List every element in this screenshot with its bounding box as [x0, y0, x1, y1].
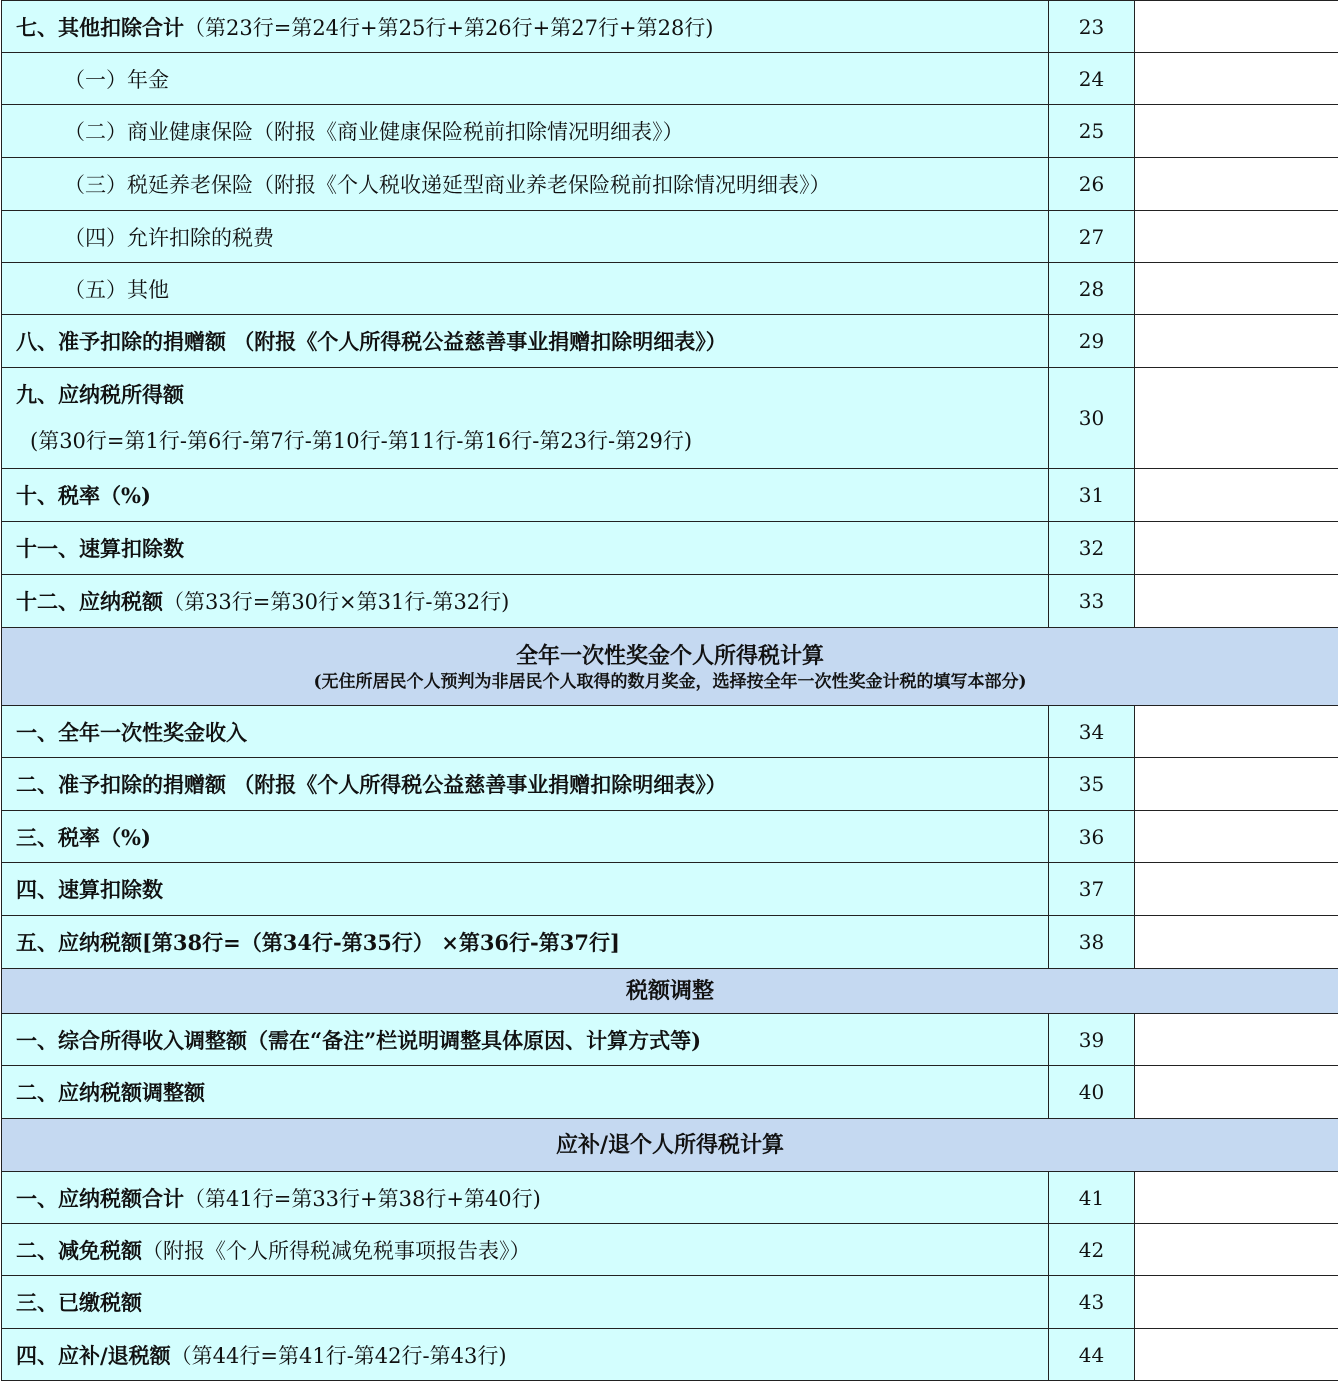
amount-cell	[1135, 211, 1338, 263]
row-number: 27	[1049, 211, 1135, 263]
row-number: 42	[1049, 1224, 1135, 1276]
table-row	[2, 315, 1338, 368]
table-row	[2, 811, 1338, 863]
table-row	[2, 211, 1338, 263]
row-number: 25	[1049, 105, 1135, 158]
row-label	[2, 522, 1049, 575]
row-label	[2, 758, 1049, 811]
amount-input-39[interactable]	[1135, 1028, 1338, 1052]
row-label	[2, 863, 1049, 916]
table-row	[2, 1066, 1338, 1119]
section-header-refund	[2, 1119, 1338, 1172]
row-number: 35	[1049, 758, 1135, 811]
amount-cell	[1135, 1172, 1338, 1224]
amount-cell	[1135, 158, 1338, 211]
amount-input-43[interactable]	[1135, 1290, 1338, 1314]
table-row	[2, 916, 1338, 969]
row-label	[2, 1066, 1049, 1119]
amount-cell	[1135, 263, 1338, 315]
amount-cell	[1135, 315, 1338, 368]
row-number: 36	[1049, 811, 1135, 863]
section-title: 全年一次性奖金个人所得税计算	[2, 641, 1338, 671]
amount-input-24[interactable]	[1135, 67, 1338, 91]
amount-cell	[1135, 811, 1338, 863]
row-number: 37	[1049, 863, 1135, 916]
section-header-cell	[2, 1119, 1338, 1172]
row-label-main: 九、应纳税所得额	[16, 372, 1048, 418]
row-label: （二）商业健康保险（附报《商业健康保险税前扣除情况明细表》）	[2, 105, 1049, 158]
row-label-main: 十、税率（%)	[16, 483, 151, 508]
section-header-adjust	[2, 969, 1338, 1014]
row-label-main: 二、准予扣除的捐赠额 （附报《个人所得税公益慈善事业捐赠扣除明细表》）	[16, 772, 727, 797]
row-number: 40	[1049, 1066, 1135, 1119]
amount-cell	[1135, 758, 1338, 811]
row-number: 39	[1049, 1014, 1135, 1066]
table-row	[2, 1014, 1338, 1066]
row-number: 38	[1049, 916, 1135, 969]
row-label-main: 三、已缴税额	[16, 1290, 142, 1315]
row-label-main: 十二、应纳税额	[16, 589, 163, 614]
row-number: 34	[1049, 706, 1135, 758]
amount-input-41[interactable]	[1135, 1186, 1338, 1210]
row-label	[2, 1014, 1049, 1066]
amount-input-32[interactable]	[1135, 536, 1338, 560]
row-label	[2, 575, 1049, 628]
amount-cell	[1135, 53, 1338, 105]
amount-cell	[1135, 916, 1338, 969]
amount-cell	[1135, 368, 1338, 469]
amount-input-31[interactable]	[1135, 483, 1338, 507]
row-number: 28	[1049, 263, 1135, 315]
row-label-formula: （第33行=第30行×第31行-第32行)	[163, 590, 509, 614]
row-label-formula: (第30行=第1行-第6行-第7行-第10行-第11行-第16行-第23行-第29行)	[16, 418, 1048, 464]
row-label-main: 二、减免税额	[16, 1238, 142, 1263]
row-number: 31	[1049, 469, 1135, 522]
row-label	[2, 1276, 1049, 1329]
table-row	[2, 758, 1338, 811]
amount-input-25[interactable]	[1135, 119, 1338, 143]
amount-cell	[1135, 1014, 1338, 1066]
row-label-main: 四、速算扣除数	[16, 877, 163, 902]
section-header-bonus	[2, 628, 1338, 706]
amount-input-23[interactable]	[1135, 15, 1338, 39]
row-number: 29	[1049, 315, 1135, 368]
row-label-main: 二、应纳税额调整额	[16, 1080, 205, 1105]
row-label	[2, 368, 1049, 469]
table-row	[2, 706, 1338, 758]
row-label-formula: （第41行=第33行+第38行+第40行)	[184, 1187, 541, 1211]
amount-cell	[1135, 706, 1338, 758]
row-label-main: 十一、速算扣除数	[16, 536, 184, 561]
row-label-main: 五、应纳税额[第38行=（第34行-第35行） ×第36行-第37行]	[16, 930, 620, 955]
row-number: 26	[1049, 158, 1135, 211]
row-label	[2, 1172, 1049, 1224]
row-label	[2, 1, 1049, 53]
amount-input-36[interactable]	[1135, 825, 1338, 849]
row-label-main: 三、税率（%)	[16, 825, 151, 850]
table-row	[2, 575, 1338, 628]
table-row	[2, 1276, 1338, 1329]
amount-input-40[interactable]	[1135, 1080, 1338, 1104]
amount-cell	[1135, 1276, 1338, 1329]
table-row	[2, 1329, 1338, 1381]
amount-input-35[interactable]	[1135, 772, 1338, 796]
row-label	[2, 1224, 1049, 1276]
tax-form-table	[1, 0, 1338, 1381]
row-label-main: 七、其他扣除合计	[16, 15, 184, 40]
amount-cell	[1135, 1, 1338, 53]
section-header-cell	[2, 969, 1338, 1014]
row-label	[2, 706, 1049, 758]
row-label: （五）其他	[2, 263, 1049, 315]
row-label	[2, 315, 1049, 368]
row-label-main: 八、准予扣除的捐赠额 （附报《个人所得税公益慈善事业捐赠扣除明细表》）	[16, 329, 727, 354]
row-label-formula: （第23行=第24行+第25行+第26行+第27行+第28行)	[184, 16, 714, 40]
row-label	[2, 1329, 1049, 1381]
amount-input-34[interactable]	[1135, 720, 1338, 744]
amount-cell	[1135, 105, 1338, 158]
table-row	[2, 469, 1338, 522]
amount-input-28[interactable]	[1135, 277, 1338, 301]
section-header-cell	[2, 628, 1338, 706]
table-row	[2, 158, 1338, 211]
amount-cell	[1135, 1329, 1338, 1381]
row-number: 44	[1049, 1329, 1135, 1381]
amount-input-42[interactable]	[1135, 1238, 1338, 1262]
section-title: 税额调整	[2, 976, 1338, 1006]
amount-input-30[interactable]	[1135, 406, 1338, 430]
amount-input-29[interactable]	[1135, 329, 1338, 353]
row-number: 24	[1049, 53, 1135, 105]
row-label-main: 一、全年一次性奖金收入	[16, 720, 247, 745]
amount-cell	[1135, 863, 1338, 916]
amount-cell	[1135, 1066, 1338, 1119]
table-row	[2, 1, 1338, 53]
section-note: (无住所居民个人预判为非居民个人取得的数月奖金，选择按全年一次性奖金计税的填写本部分)	[2, 671, 1338, 693]
table-row	[2, 53, 1338, 105]
amount-input-37[interactable]	[1135, 877, 1338, 901]
section-title: 应补/退个人所得税计算	[2, 1130, 1338, 1160]
amount-input-33[interactable]	[1135, 589, 1338, 613]
amount-cell	[1135, 1224, 1338, 1276]
table-row	[2, 1172, 1338, 1224]
row-label	[2, 811, 1049, 863]
row-number: 30	[1049, 368, 1135, 469]
amount-input-26[interactable]	[1135, 172, 1338, 196]
amount-cell	[1135, 575, 1338, 628]
amount-cell	[1135, 522, 1338, 575]
row-number: 41	[1049, 1172, 1135, 1224]
row-number: 33	[1049, 575, 1135, 628]
row-label-main: 一、应纳税额合计	[16, 1186, 184, 1211]
row-label-main: 一、综合所得收入调整额（需在“备注”栏说明调整具体原因、计算方式等)	[16, 1028, 701, 1053]
amount-cell	[1135, 469, 1338, 522]
row-label-formula: （附报《个人所得税减免税事项报告表》）	[142, 1239, 531, 1263]
row-label: （一）年金	[2, 53, 1049, 105]
table-row	[2, 105, 1338, 158]
amount-input-44[interactable]	[1135, 1343, 1338, 1367]
row-number: 23	[1049, 1, 1135, 53]
row-label	[2, 469, 1049, 522]
row-label-main: 四、应补/退税额	[16, 1343, 171, 1368]
row-number: 43	[1049, 1276, 1135, 1329]
row-number: 32	[1049, 522, 1135, 575]
table-row	[2, 368, 1338, 469]
table-row	[2, 522, 1338, 575]
row-label: （四）允许扣除的税费	[2, 211, 1049, 263]
row-label-formula: （第44行=第41行-第42行-第43行)	[171, 1344, 507, 1368]
table-row	[2, 863, 1338, 916]
row-label: （三）税延养老保险（附报《个人税收递延型商业养老保险税前扣除情况明细表》）	[2, 158, 1049, 211]
table-row	[2, 263, 1338, 315]
amount-input-27[interactable]	[1135, 225, 1338, 249]
amount-input-38[interactable]	[1135, 930, 1338, 954]
row-label	[2, 916, 1049, 969]
table-row	[2, 1224, 1338, 1276]
